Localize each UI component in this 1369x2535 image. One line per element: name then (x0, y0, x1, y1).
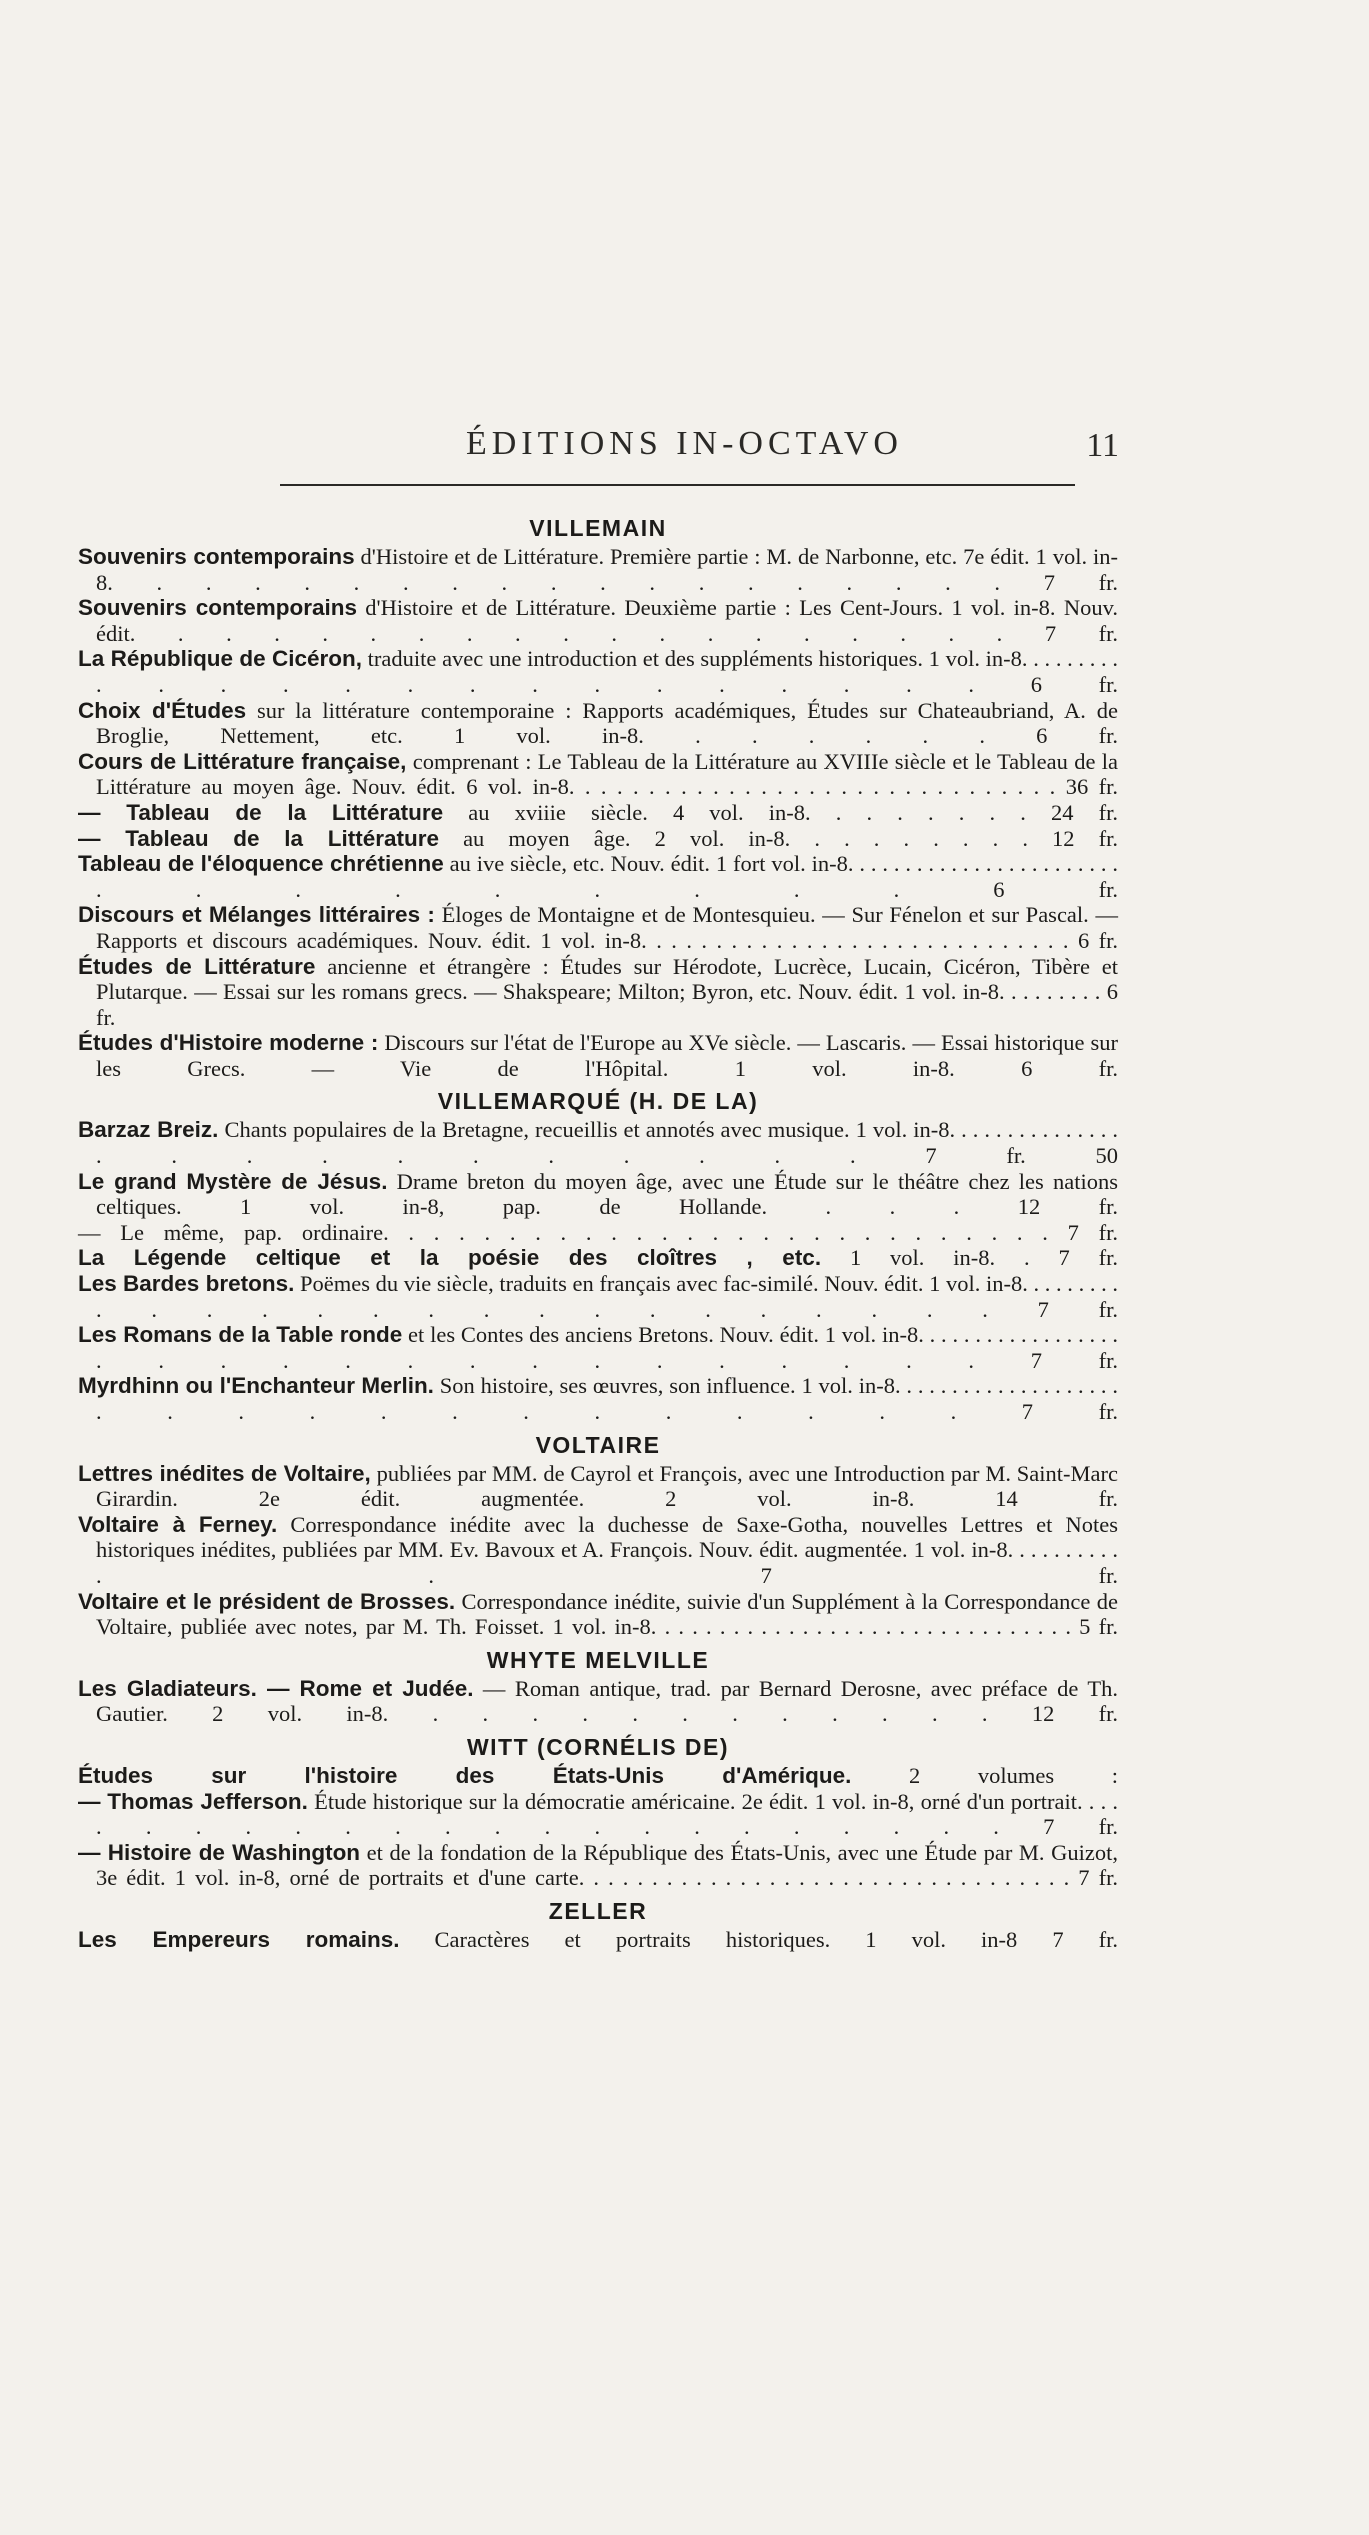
catalog-entry (78, 1322, 1118, 1373)
catalog-entry (78, 698, 1118, 749)
catalog-entry (78, 1676, 1118, 1727)
entry-text: au moyen âge. 2 vol. in-8. . . . . . . . . 12 fr. (438, 825, 1118, 851)
catalog-entry (78, 1512, 1118, 1589)
entry-text: d'Histoire et de Littérature. Deuxième partie : Les Cent-Jours. 1 vol. in-8. Nouv. édit. . . . . . . . . . . . . . . . . . . 7 fr. (96, 595, 1118, 646)
entry-title: Les Romans de la Table ronde (78, 1322, 403, 1348)
entry-text: traduite avec une introduction et des suppléments historiques. 1 vol. in-8. . . . . . . . . . . . . . . . . . . . . . . . 6 fr. (96, 646, 1118, 697)
catalog-entry (78, 1169, 1118, 1220)
catalog-entry (78, 826, 1118, 852)
entry-text: Drame breton du moyen âge, avec une Étude sur le théâtre chez les nations celtiques. 1 vol. in-8, pap. de Hollande. . . . 12 fr. (96, 1168, 1118, 1220)
header-rule (280, 484, 1075, 486)
running-title: ÉDITIONS IN-OCTAVO (465, 425, 903, 462)
catalog-entry (78, 954, 1118, 1031)
entry-text: Chants populaires de la Bretagne, recueillis et annotés avec musique. 1 vol. in-8. . . . . . . . . . . . . . . . . . . . . . . . . . 7 fr. 50 (96, 1117, 1119, 1169)
catalog-content (78, 508, 1118, 1953)
catalog-entry (78, 1927, 1118, 1953)
catalog-entry (78, 646, 1118, 697)
entry-text: ancienne et étrangère : Études sur Hérodote, Lucrèce, Lucain, Cicéron, Tibère et Plutarque. — Essai sur les romans grecs. — Shakspeare; Milton; Byron, etc. Nouv. édit. 1 vol. in-8. . . . . . . . . 6 fr. (96, 953, 1118, 1030)
catalog-entry (78, 1030, 1118, 1081)
catalog-entry (78, 902, 1118, 953)
entry-title: Tableau de l'éloquence chrétienne (78, 851, 444, 877)
catalog-entry (78, 1763, 1118, 1789)
entry-text: d'Histoire et de Littérature. Première partie : M. de Narbonne, etc. 7e édit. 1 vol. in-8. . . . . . . . . . . . . . . . . . . 7 fr. (96, 544, 1118, 595)
entry-title: Souvenirs contemporains (78, 544, 355, 569)
entry-text: et de la fondation de la République des États-Unis, avec une Étude par M. Guizot, 3e édit. 1 vol. in-8, orné de portraits et d'une carte. . . . . . . . . . . . . . . . . . . . . . . . . . . . . . . . . . 7 fr. (96, 1839, 1118, 1891)
entry-text: 2 volumes : (851, 1762, 1118, 1788)
entry-title: Études d'Histoire moderne : (78, 1030, 379, 1056)
entry-title: Cours de Littérature française, (78, 748, 407, 774)
catalog-entry (78, 1220, 1118, 1246)
entry-title: Études sur l'histoire des États-Unis d'Amérique. (78, 1762, 852, 1788)
author-section (78, 1431, 1118, 1640)
entry-text: Discours sur l'état de l'Europe au XVe siècle. — Lascaris. — Essai historique sur les Grecs. — Vie de l'Hôpital. 1 vol. in-8. 6 fr. (96, 1030, 1118, 1081)
entry-title: Souvenirs contemporains (78, 595, 357, 621)
entry-text: publiées par MM. de Cayrol et François, avec une Introduction par M. Saint-Marc Girardin. 2e édit. augmentée. 2 vol. in-8. 14 fr. (96, 1460, 1119, 1512)
entry-title: Choix d'Études (78, 697, 247, 723)
entry-title: Les Gladiateurs. — Rome et Judée. (78, 1675, 474, 1701)
entry-text: — Roman antique, trad. par Bernard Derosne, avec préface de Th. Gautier. 2 vol. in-8. . . . . . . . . . . . . 12 fr. (96, 1675, 1118, 1727)
page-number: 11 (1086, 427, 1119, 464)
entry-text: — Le même, pap. ordinaire. . . . . . . . . . . . . . . . . . . . . . . . . . . 7 fr. (78, 1219, 1118, 1245)
catalog-entry (78, 595, 1118, 646)
catalog-entry (78, 1117, 1118, 1168)
entry-text: comprenant : Le Tableau de la Littérature au XVIIIe siècle et le Tableau de la Littérature au moyen âge. Nouv. édit. 6 vol. in-8. . . . . . . . . . . . . . . . . . . . . . . . . . . . . . . 36 fr. (96, 748, 1118, 800)
entry-title: Barzaz Breiz. (78, 1117, 219, 1143)
entry-text: 1 vol. in-8. . 7 fr. (821, 1245, 1118, 1271)
entry-title: — Tableau de la Littérature (78, 825, 439, 851)
author-heading: VOLTAIRE (535, 1431, 661, 1458)
entry-text: Caractères et portraits historiques. 1 vol. in-8 7 fr. (399, 1926, 1119, 1952)
entry-text: Correspondance inédite avec la duchesse de Saxe-Gotha, nouvelles Lettres et Notes historiques inédites, publiées par MM. Ev. Bavoux et A. François. Nouv. édit. augmentée. 1 vol. in-8. . . . . . . . . . . . 7 fr. (96, 1511, 1118, 1588)
author-heading: VILLEMAIN (529, 515, 667, 541)
entry-title: Lettres inédites de Voltaire, (78, 1460, 371, 1486)
entry-text: sur la littérature contemporaine : Rapports académiques, Études sur Chateaubriand, A. de Broglie, Nettement, etc. 1 vol. in-8. . . . . . . 6 fr. (96, 697, 1118, 749)
entry-text: Éloges de Montaigne et de Montesquieu. — Sur Fénelon et sur Pascal. — Rapports et discours académiques. Nouv. édit. 1 vol. in-8. . . . . . . . . . . . . . . . . . . . . . . . . . . . . 6 fr. (96, 902, 1118, 953)
entry-title: Les Bardes bretons. (78, 1271, 295, 1297)
author-section (78, 514, 1118, 1081)
entry-text: Correspondance inédite, suivie d'un Supplément à la Correspondance de Voltaire, publiée avec notes, par M. Th. Foisset. 1 vol. in-8. . . . . . . . . . . . . . . . . . . . . . . . . . . . . . . 5 fr. (96, 1588, 1118, 1640)
catalog-entry (78, 1461, 1118, 1512)
entry-title: La Légende celtique et la poésie des cloîtres , etc. (78, 1245, 822, 1271)
catalog-entry (78, 1589, 1118, 1640)
author-section (78, 1733, 1118, 1891)
entry-text: Poëmes du vie siècle, traduits en français avec fac-similé. Nouv. édit. 1 vol. in-8. . . . . . . . . . . . . . . . . . . . . . . . . . 7 fr. (96, 1271, 1118, 1322)
entry-text: Son histoire, ses œuvres, son influence. 1 vol. in-8. . . . . . . . . . . . . . . . . . . . . . . . . . . . . . . . . 7 fr. (96, 1373, 1118, 1424)
entry-title: — Histoire de Washington (78, 1839, 361, 1865)
entry-title: Les Empereurs romains. (78, 1926, 400, 1952)
catalog-entry (78, 1271, 1118, 1322)
catalog-entry (78, 749, 1118, 800)
catalog-entry (78, 1373, 1118, 1424)
entry-title: Études de Littérature (78, 953, 316, 979)
entry-text: Étude historique sur la démocratie américaine. 2e édit. 1 vol. in-8, orné d'un portrait. . . . . . . . . . . . . . . . . . . . . . . 7 fr. (96, 1788, 1119, 1840)
catalog-entry (78, 851, 1118, 902)
catalog-entry (78, 800, 1118, 826)
entry-text: au xviiie siècle. 4 vol. in-8. . . . . . . . 24 fr. (443, 799, 1119, 825)
author-heading: WITT (CORNÉLIS DE) (466, 1733, 730, 1760)
entry-title: Myrdhinn ou l'Enchanteur Merlin. (78, 1373, 434, 1399)
entry-title: Voltaire et le président de Brosses. (78, 1588, 456, 1614)
running-head (0, 425, 1369, 475)
entry-title: Le grand Mystère de Jésus. (78, 1168, 388, 1194)
entry-title: Voltaire à Ferney. (78, 1511, 278, 1537)
author-heading: VILLEMARQUÉ (H. DE LA) (437, 1088, 759, 1115)
entry-title: — Tableau de la Littérature (78, 799, 444, 825)
entry-text: au ive siècle, etc. Nouv. édit. 1 fort vol. in-8. . . . . . . . . . . . . . . . . . . . . . . . . . . . . . . . . 6 fr. (96, 851, 1118, 902)
entry-title: Discours et Mélanges littéraires : (78, 902, 435, 928)
catalog-entry (78, 1245, 1118, 1271)
entry-text: et les Contes des anciens Bretons. Nouv. édit. 1 vol. in-8. . . . . . . . . . . . . . . . . . . . . . . . . . . . . . . . . 7 fr. (96, 1322, 1118, 1373)
catalog-entry (78, 544, 1118, 595)
entry-title: — Thomas Jefferson. (78, 1788, 308, 1814)
author-section (78, 1087, 1118, 1424)
author-heading: ZELLER (548, 1897, 648, 1924)
catalog-entry (78, 1789, 1118, 1840)
author-section (78, 1646, 1118, 1727)
entry-title: La République de Cicéron, (78, 646, 362, 672)
author-heading: WHYTE MELVILLE (486, 1646, 710, 1673)
catalog-entry (78, 1840, 1118, 1891)
author-section (78, 1897, 1118, 1953)
